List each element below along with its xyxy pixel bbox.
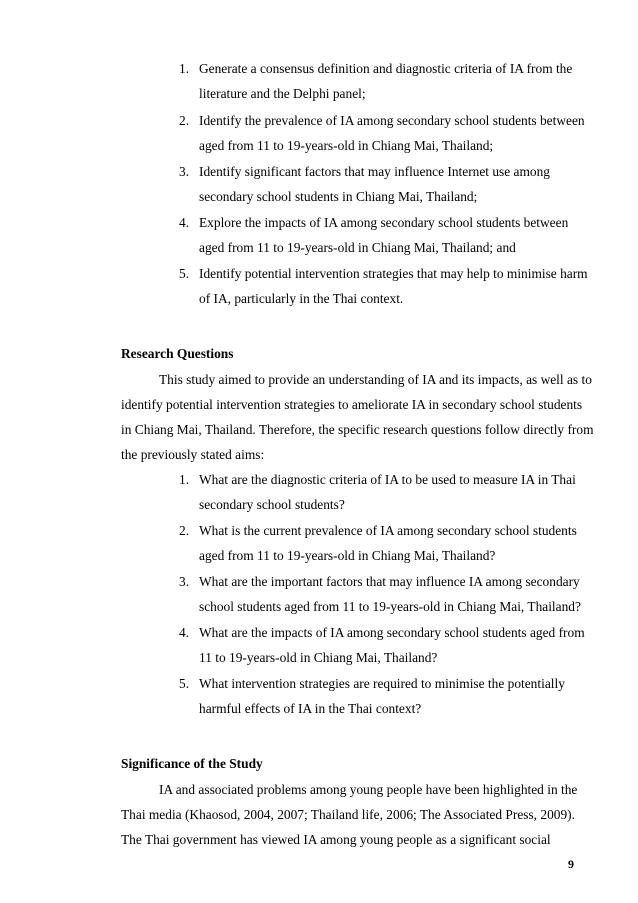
question-2-line-2: aged from 11 to 19-years-old in Chiang Mai, Thailand? [199,548,496,563]
question-4-line-2: 11 to 19-years-old in Chiang Mai, Thailand? [199,650,438,665]
significance-paragraph-line-3: The Thai government has viewed IA among young people as a significant social [121,832,551,847]
page-number: 9 [568,857,574,871]
question-1-number: 1. [179,472,190,487]
question-5-line-1: What intervention strategies are required to minimise the potentially [199,676,565,691]
aims-item-3-number: 3. [179,164,190,179]
question-2-number: 2. [179,523,190,538]
research-questions-paragraph-line-3: in Chiang Mai, Thailand. Therefore, the specific research questions follow directly from [121,422,594,437]
question-4-number: 4. [179,625,190,640]
aims-item-3-line-1: Identify significant factors that may influence Internet use among [199,164,551,179]
aims-item-2-number: 2. [179,113,190,128]
question-2-line-1: What is the current prevalence of IA among secondary school students [199,523,577,538]
aims-item-5-number: 5. [179,266,190,281]
aims-item-2-line-1: Identify the prevalence of IA among secondary school students between [199,113,585,128]
question-5-line-2: harmful effects of IA in the Thai context? [199,701,422,716]
research-questions-paragraph-line-4: the previously stated aims: [121,447,265,462]
question-1-line-2: secondary school students? [199,497,345,512]
aims-item-4-line-1: Explore the impacts of IA among secondary school students between [199,215,569,230]
aims-item-1-line-1: Generate a consensus definition and diagnostic criteria of IA from the [199,61,573,76]
aims-item-4-line-2: aged from 11 to 19-years-old in Chiang Mai, Thailand; and [199,240,516,255]
question-5-number: 5. [179,676,190,691]
aims-item-1-line-2: literature and the Delphi panel; [199,86,366,101]
question-3-line-1: What are the important factors that may influence IA among secondary [199,574,580,589]
research-questions-paragraph-line-1: This study aimed to provide an understanding of IA and its impacts, as well as to [159,372,592,387]
aims-item-4-number: 4. [179,215,190,230]
aims-item-3-line-2: secondary school students in Chiang Mai, Thailand; [199,189,478,204]
aims-item-5-line-1: Identify potential intervention strategies that may help to minimise harm [199,266,588,281]
research-questions-heading: Research Questions [121,346,234,361]
aims-item-5-line-2: of IA, particularly in the Thai context. [199,291,404,306]
question-1-line-1: What are the diagnostic criteria of IA to be used to measure IA in Thai [199,472,576,487]
significance-heading: Significance of the Study [121,756,263,771]
significance-paragraph-line-1: IA and associated problems among young people have been highlighted in the [159,782,578,797]
significance-paragraph-line-2: Thai media (Khaosod, 2004, 2007; Thailand life, 2006; The Associated Press, 2009). [121,807,575,822]
research-questions-paragraph-line-2: identify potential intervention strategies to ameliorate IA in secondary school students [121,397,583,412]
question-4-line-1: What are the impacts of IA among secondary school students aged from [199,625,585,640]
question-3-line-2: school students aged from 11 to 19-years-old in Chiang Mai, Thailand? [199,599,581,614]
aims-item-2-line-2: aged from 11 to 19-years-old in Chiang Mai, Thailand; [199,138,494,153]
aims-item-1-number: 1. [179,61,190,76]
question-3-number: 3. [179,574,190,589]
